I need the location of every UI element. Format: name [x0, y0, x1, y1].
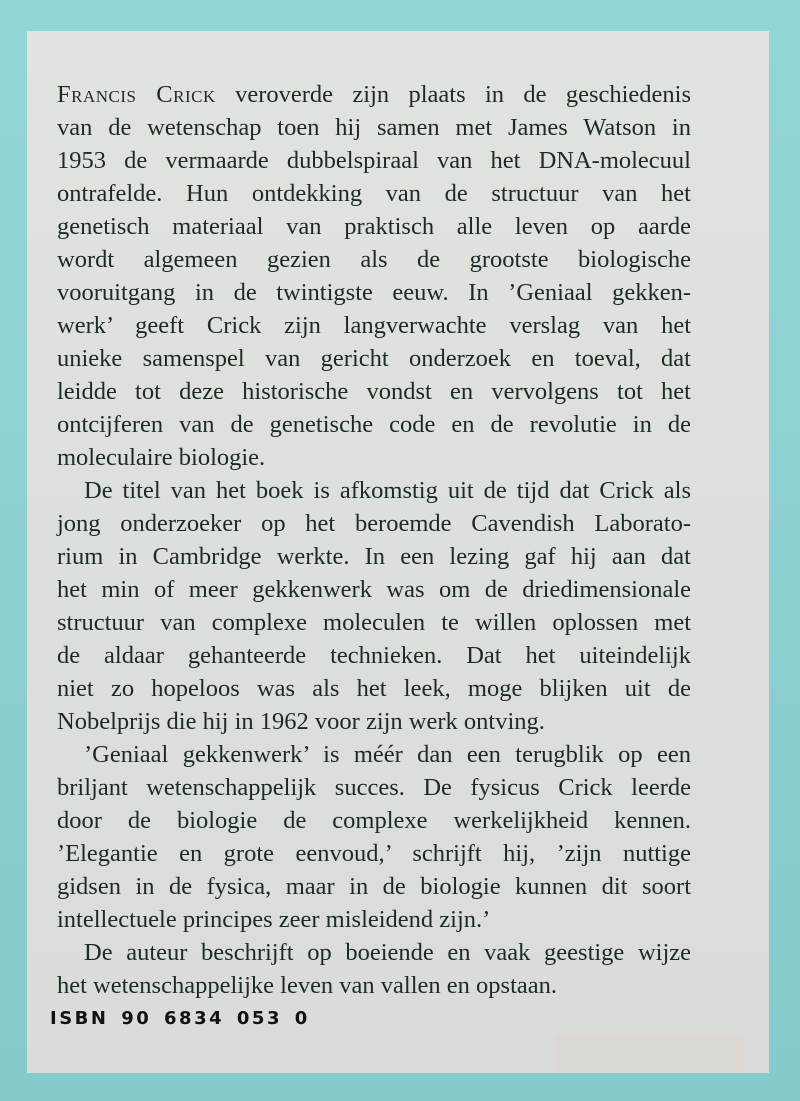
author-name: Francis Crick: [57, 81, 216, 108]
text-line: rium in Cambridge werkte. In een lezing gaf hij aan dat: [57, 543, 691, 570]
text-line: ’Geniaal gekkenwerk’ is méér dan een terugblik op een: [84, 741, 691, 768]
text-line: leidde tot deze historische vondst en vervolgens tot het: [57, 378, 691, 405]
text-line: van de wetenschap toen hij samen met James Watson in: [57, 114, 691, 141]
text-line: ’Elegantie en grote eenvoud,’ schrijft hij, ’zijn nuttige: [57, 840, 691, 867]
text-line: structuur van complexe moleculen te willen oplossen met: [57, 609, 691, 636]
text-line: het min of meer gekkenwerk was om de driedimensionale: [57, 576, 691, 603]
text-line: het wetenschappelijke leven van vallen en opstaan.: [57, 972, 558, 999]
text-line: briljant wetenschappelijk succes. De fysicus Crick leerde: [57, 774, 691, 801]
text-line: Francis Crick veroverde zijn plaats in de geschiedenis: [57, 81, 692, 108]
text-line: ontrafelde. Hun ontdekking van de structuur van het: [57, 180, 691, 207]
text-line: moleculaire biologie.: [57, 444, 266, 471]
paragraph-3: [57, 738, 691, 936]
text-line: unieke samenspel van gericht onderzoek en toeval, dat: [57, 345, 691, 372]
text-line: de aldaar gehanteerde technieken. Dat het uiteindelijk: [57, 642, 691, 669]
text-line: Nobelprijs die hij in 1962 voor zijn werk ontving.: [57, 708, 545, 735]
text-line: intellectuele principes zeer misleidend zijn.’: [57, 906, 491, 933]
text-line: 1953 de vermaarde dubbelspiraal van het DNA-molecuul: [57, 147, 691, 174]
text-line: genetisch materiaal van praktisch alle leven op aarde: [57, 213, 691, 240]
text-line: ontcijferen van de genetische code en de revolutie in de: [57, 411, 691, 438]
text-line: vooruitgang in de twintigste eeuw. In ’Geniaal gekken-: [57, 279, 691, 306]
isbn-number: ISBN 90 6834 053 0: [50, 1008, 310, 1029]
text-line: niet zo hopeloos was als het leek, moge blijken uit de: [57, 675, 691, 702]
text-line: De titel van het boek is afkomstig uit de tijd dat Crick als: [84, 477, 691, 504]
text-line: De auteur beschrijft op boeiende en vaak geestige wijze: [84, 939, 691, 966]
price-sticker-residue: [555, 1035, 745, 1072]
text-line: wordt algemeen gezien als de grootste biologische: [57, 246, 691, 273]
text-line: jong onderzoeker op het beroemde Cavendish Laborato-: [57, 510, 691, 537]
paragraph-2: [57, 474, 691, 738]
text-line: door de biologie de complexe werkelijkheid kennen.: [57, 807, 691, 834]
paragraph-4: [57, 936, 691, 1002]
text-line: werk’ geeft Crick zijn langverwachte verslag van het: [57, 312, 691, 339]
blurb-text: [57, 78, 691, 1002]
text-line: gidsen in de fysica, maar in de biologie kunnen dit soort: [57, 873, 691, 900]
paragraph-1: [57, 78, 691, 474]
